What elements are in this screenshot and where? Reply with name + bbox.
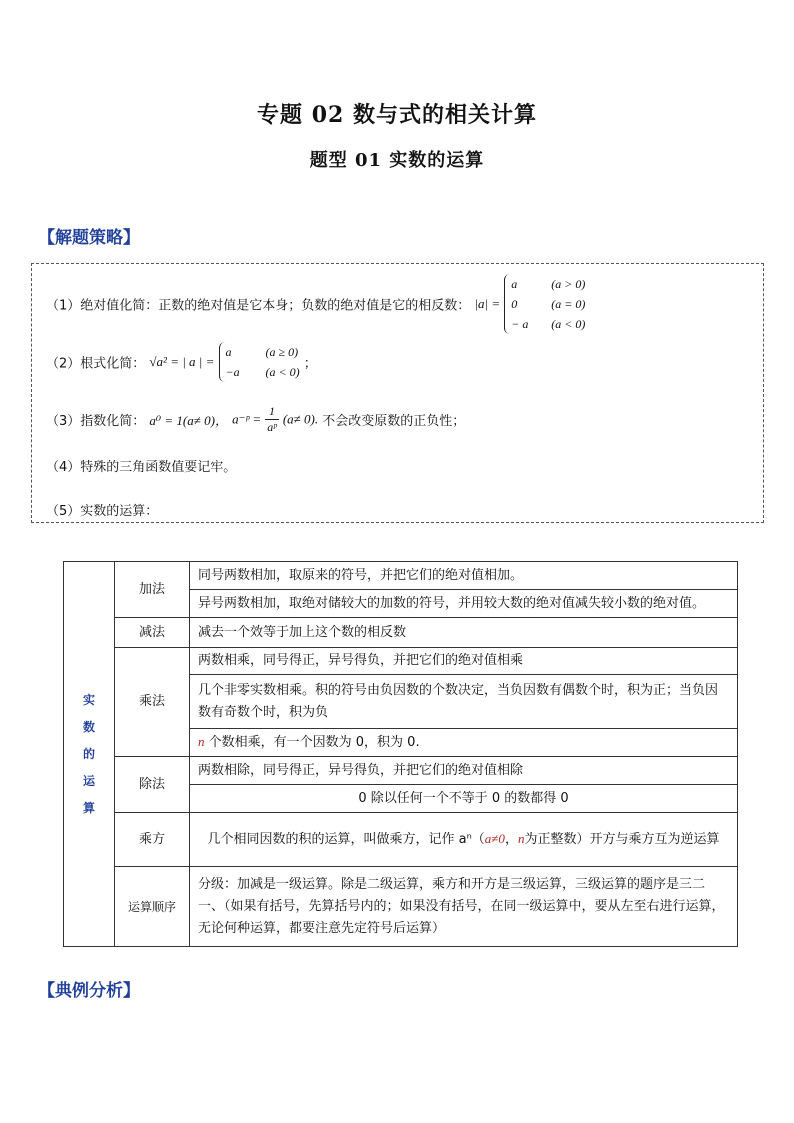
mul-rule-1: 两数相乘，同号得正，异号得负，并把它们的绝对值相乘 xyxy=(190,648,738,675)
sub-rule-1: 减去一个效等于加上这个数的相反数 xyxy=(190,618,738,648)
rule-absolute-value xyxy=(46,274,585,334)
table-row xyxy=(64,618,738,648)
rule-1-text: （1）绝对值化简：正数的绝对值是它本身；负数的绝对值是它的相反数： xyxy=(46,298,471,314)
sub-label: 减法 xyxy=(115,618,190,648)
rule-1-cases xyxy=(504,274,585,334)
strategy-heading: 【解题策略】 xyxy=(38,228,140,248)
rule-real-ops: （5）实数的运算： xyxy=(46,504,159,519)
table-row xyxy=(64,562,738,590)
rule-trig: （4）特殊的三角函数值要记牢。 xyxy=(46,460,237,475)
rule-radical xyxy=(46,342,317,382)
table-row xyxy=(64,757,738,785)
rule-2-end: ； xyxy=(303,356,317,372)
rule-2-cases xyxy=(219,342,300,382)
var-n: n xyxy=(198,734,205,749)
order-rule-1: 分级：加减是一级运算。除是二级运算，乘方和开方是三级运算，三级运算的题序是三二一、（如果有括号，先算括号内的；如果没有括号，在同一级运算中，要从左至右进行运算，无论何种运算，都要注意先定符号后运算） xyxy=(190,867,738,947)
div-rule-1: 两数相除，同号得正，异号得负，并把它们的绝对值相除 xyxy=(190,757,738,785)
mul-rule-3: n 个数相乘，有一个因数为 0，积为 0. xyxy=(190,729,738,757)
rule-3-text: （3）指数化简： xyxy=(46,414,146,429)
case-row: −a (a < 0) xyxy=(225,365,300,379)
case-row: − a (a < 0) xyxy=(511,317,586,331)
page-subtitle: 题型 01 实数的运算 xyxy=(309,150,485,171)
case-row: a (a ≥ 0) xyxy=(225,345,299,359)
table-row xyxy=(64,813,738,867)
table-row xyxy=(64,648,738,675)
rule-2-text: （2）根式化简： xyxy=(46,356,146,372)
rule-3-expr2: a⁻ᵖ = xyxy=(232,411,262,427)
pow-label: 乘方 xyxy=(115,813,190,867)
mul-rule-2: 几个非零实数相乘。积的符号由负因数的个数决定，当负因数有偶数个时，积为正；当负因数有奇数个时，积为负 xyxy=(190,675,738,729)
rule-exponent xyxy=(46,404,465,435)
strategy-box xyxy=(31,263,764,523)
pow-rule-1: 几个相同因数的积的运算，叫做乘方，记作 aⁿ（a≠0，n为正整数）开方与乘方互为逆运算 xyxy=(190,813,738,867)
operations-table xyxy=(63,561,738,947)
examples-heading: 【典例分析】 xyxy=(38,981,140,1001)
add-rule-2: 异号两数相加，取绝对储较大的加数的符号，并用较大数的绝对值减失较小数的绝对值。 xyxy=(190,590,738,618)
case-row: 0 (a = 0) xyxy=(511,297,586,311)
rule-3-tail: 不会改变原数的正负性； xyxy=(322,414,466,429)
rule-3-fraction: $\frac{1}{\text{aᵖ}}$ xyxy=(267,404,277,434)
add-label: 加法 xyxy=(115,562,190,618)
rule-1-lhs: |a| = xyxy=(474,296,501,311)
div-label: 除法 xyxy=(115,757,190,813)
side-label: 实 数 的 运 算 xyxy=(64,562,115,947)
case-row: a (a > 0) xyxy=(511,277,586,291)
order-label: 运算顺序 xyxy=(115,867,190,947)
page-title: 专题 02 数与式的相关计算 xyxy=(257,102,537,128)
mul-label: 乘法 xyxy=(115,648,190,757)
rule-2-lhs: √a² = | a | = xyxy=(149,354,215,369)
rule-3-expr3: (a≠ 0). xyxy=(282,411,319,427)
table-row xyxy=(64,867,738,947)
rule-3-expr1: a⁰ = 1(a≠ 0)， xyxy=(149,413,228,428)
div-rule-2: 0 除以任何一个不等于 0 的数都得 0 xyxy=(190,785,738,813)
add-rule-1: 同号两数相加，取原来的符号，并把它们的绝对值相加。 xyxy=(190,562,738,590)
